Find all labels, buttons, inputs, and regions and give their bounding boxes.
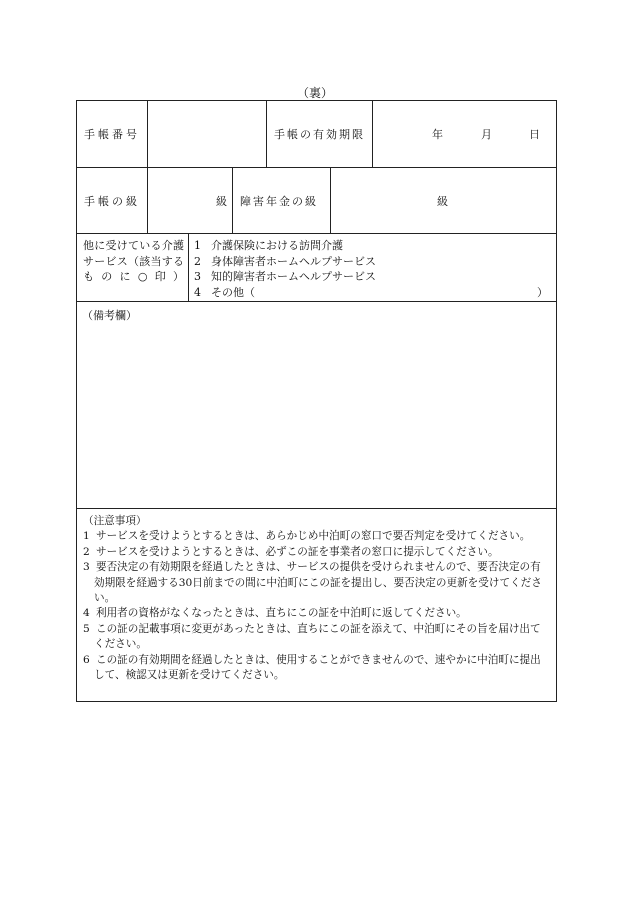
row-services	[77, 234, 556, 302]
service-item[interactable]: 3 知的障害者ホームヘルプサービス	[194, 270, 376, 283]
note-item: 5 この証の記載事項に変更があったときは、直ちにこの証を添えて、中泊町にその旨を届け出てください。	[83, 622, 541, 651]
close-paren: ）	[537, 285, 548, 299]
grade-label: 手帳の級	[77, 168, 148, 233]
services-list	[189, 234, 556, 301]
notes-section	[77, 509, 556, 701]
remarks-section[interactable]	[77, 302, 556, 509]
notebook-number-label: 手帳番号	[77, 101, 148, 167]
note-item: 1 サービスを受けようとするときは、あらかじめ中泊町の窓口で要否判定を受けてください。	[83, 530, 531, 543]
notes-label: （注意事項）	[83, 515, 147, 527]
grade-field[interactable]	[148, 168, 233, 233]
date-month-label: 月	[481, 128, 492, 141]
grade-unit: 級	[216, 194, 227, 208]
row-grade	[77, 168, 556, 234]
pension-grade-label: 障害年金の級	[233, 168, 331, 233]
service-item[interactable]: 4 その他（ ）	[194, 285, 548, 299]
row-notebook-number	[77, 101, 556, 168]
page-title: （裏）	[296, 86, 333, 100]
date-day-label: 日	[529, 128, 540, 141]
validity-label: 手帳の有効期限	[267, 101, 373, 167]
note-item: 3 要否決定の有効期限を経過したときは、サービスの提供を受けられませんので、要否決定の有効期限を経過する30日前までの間に中泊町にこの証を提出し、要否決定の更新を受けてください。	[83, 561, 542, 605]
date-year-label: 年	[432, 128, 443, 141]
validity-date-field[interactable]	[373, 101, 556, 167]
pension-grade-field[interactable]	[331, 168, 556, 233]
service-item[interactable]: 1 介護保険における訪問介護	[194, 239, 343, 252]
note-item: 4 利用者の資格がなくなったときは、直ちにこの証を中泊町に返してください。	[83, 607, 467, 620]
note-item: 6 この証の有効期間を経過したときは、使用することができませんので、速やかに中泊町に提出して、検認又は更新を受けてください。	[83, 653, 541, 682]
notes-list	[77, 509, 556, 683]
services-label: 他に受けている介護サービス（該当するものに○印）	[77, 234, 189, 301]
notebook-number-field[interactable]	[148, 101, 267, 167]
service-item[interactable]: 2 身体障害者ホームヘルプサービス	[194, 254, 376, 268]
certificate-form	[76, 100, 557, 702]
pension-grade-unit: 級	[437, 194, 448, 208]
remarks-label: （備考欄）	[82, 309, 137, 322]
note-item: 2 サービスを受けようとするときは、必ずこの証を事業者の窓口に提示してください。	[83, 545, 499, 558]
